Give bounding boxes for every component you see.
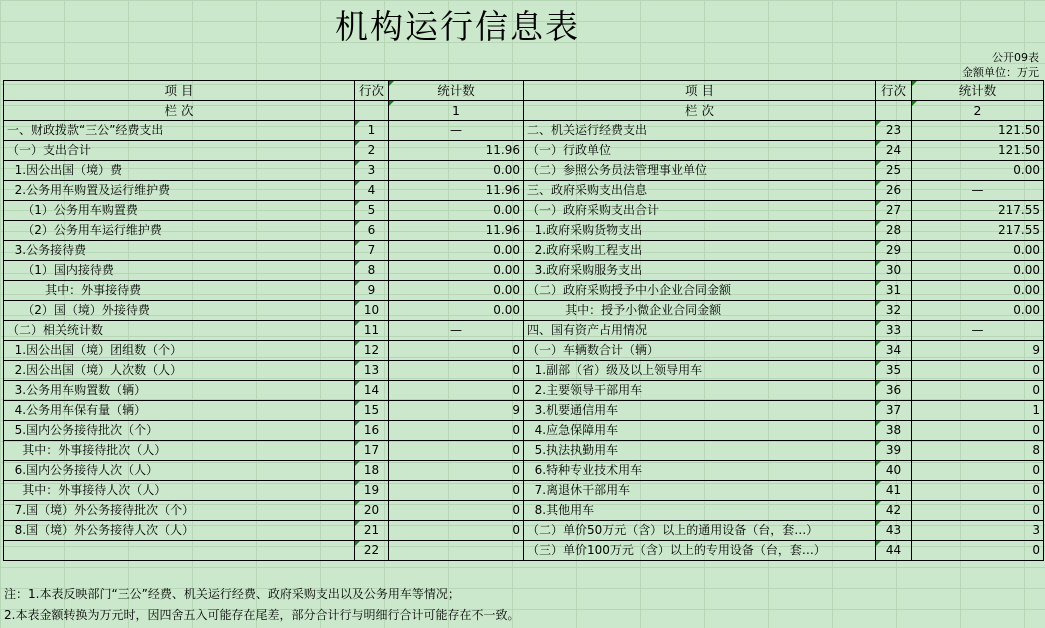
right-item-cell[interactable]: （二）单价50万元（含）以上的通用设备（台，套…） [524, 521, 876, 541]
right-value-cell[interactable]: — [912, 181, 1044, 201]
right-item-cell[interactable]: 7.离退休干部用车 [524, 481, 876, 501]
right-item-cell[interactable]: （一）行政单位 [524, 141, 876, 161]
left-row-number-cell[interactable]: 8 [355, 261, 389, 281]
lanci-left[interactable]: 栏 次 [4, 101, 355, 121]
header-row [4, 81, 1044, 101]
header-stat-right[interactable]: 统计数 [912, 81, 1044, 101]
right-value-cell[interactable]: 217.55 [912, 201, 1044, 221]
left-row-number-cell[interactable]: 9 [355, 281, 389, 301]
right-item-cell[interactable]: 1.副部（省）级及以上领导用车 [524, 361, 876, 381]
left-item-cell[interactable]: （1）国内接待费 [4, 261, 355, 281]
right-row-number-cell[interactable]: 28 [876, 221, 912, 241]
left-item-cell[interactable]: （1）公务用车购置费 [4, 201, 355, 221]
left-item-cell[interactable]: 其中：外事接待人次（人） [4, 481, 355, 501]
right-item-cell[interactable]: 6.特种专业技术用车 [524, 461, 876, 481]
header-item-left[interactable]: 项 目 [4, 81, 355, 101]
left-item-cell[interactable]: 7.国（境）外公务接待批次（个） [4, 501, 355, 521]
left-value-cell[interactable]: 0.00 [389, 281, 524, 301]
left-value-cell[interactable]: 0.00 [389, 261, 524, 281]
right-value-cell[interactable]: 217.55 [912, 221, 1044, 241]
right-row-number-cell[interactable]: 37 [876, 401, 912, 421]
right-value-cell[interactable]: 0 [912, 421, 1044, 441]
table-row [4, 221, 1044, 241]
table-row [4, 301, 1044, 321]
column-number-right[interactable]: 2 [912, 101, 1044, 121]
left-row-number-cell[interactable]: 19 [355, 481, 389, 501]
left-item-cell[interactable]: （2）公务用车运行维护费 [4, 221, 355, 241]
right-row-number-cell[interactable]: 23 [876, 121, 912, 141]
right-value-cell[interactable]: 3 [912, 521, 1044, 541]
right-row-number-cell[interactable]: 25 [876, 161, 912, 181]
table-row [4, 421, 1044, 441]
right-item-cell[interactable]: 二、机关运行经费支出 [524, 121, 876, 141]
right-value-cell[interactable]: 0.00 [912, 241, 1044, 261]
right-item-cell[interactable]: 5.执法执勤用车 [524, 441, 876, 461]
right-row-number-cell[interactable]: 42 [876, 501, 912, 521]
right-row-number-cell[interactable]: 40 [876, 461, 912, 481]
right-value-cell[interactable]: 0 [912, 501, 1044, 521]
left-item-cell[interactable]: 5.国内公务接待批次（个） [4, 421, 355, 441]
right-value-cell[interactable]: 0 [912, 381, 1044, 401]
left-value-cell[interactable]: 0.00 [389, 301, 524, 321]
left-row-number-cell[interactable]: 10 [355, 301, 389, 321]
right-row-number-cell[interactable]: 31 [876, 281, 912, 301]
left-row-number-cell[interactable]: 5 [355, 201, 389, 221]
left-value-cell[interactable]: 0 [389, 461, 524, 481]
left-value-cell[interactable]: 0.00 [389, 201, 524, 221]
right-row-number-cell[interactable]: 32 [876, 301, 912, 321]
right-value-cell[interactable]: 0.00 [912, 261, 1044, 281]
left-value-cell[interactable]: 0 [389, 421, 524, 441]
right-row-number-cell[interactable]: 34 [876, 341, 912, 361]
note-1: 注：1.本表反映部门“三公”经费、机关运行经费、政府采购支出以及公务用车等情况； [4, 587, 460, 601]
table-row [4, 381, 1044, 401]
right-row-number-cell[interactable]: 33 [876, 321, 912, 341]
table-row [4, 501, 1044, 521]
lanci-right[interactable]: 栏 次 [524, 101, 876, 121]
left-row-number-cell[interactable]: 3 [355, 161, 389, 181]
right-item-cell[interactable]: 四、国有资产占用情况 [524, 321, 876, 341]
left-row-number-cell[interactable]: 20 [355, 501, 389, 521]
right-item-cell[interactable]: 2.主要领导干部用车 [524, 381, 876, 401]
left-row-number-cell[interactable]: 16 [355, 421, 389, 441]
table-row [4, 161, 1044, 181]
left-row-number-cell[interactable]: 1 [355, 121, 389, 141]
left-value-cell[interactable]: 9 [389, 401, 524, 421]
table-row [4, 441, 1044, 461]
left-value-cell[interactable]: 0 [389, 501, 524, 521]
left-item-cell[interactable]: 3.公务用车购置数（辆） [4, 381, 355, 401]
left-item-cell[interactable]: 3.公务接待费 [4, 241, 355, 261]
left-item-cell[interactable]: （一）支出合计 [4, 141, 355, 161]
right-item-cell[interactable]: （一）车辆数合计（辆） [524, 341, 876, 361]
column-number-row [4, 101, 1044, 121]
right-value-cell[interactable]: 121.50 [912, 121, 1044, 141]
right-row-number-cell[interactable]: 39 [876, 441, 912, 461]
table-row [4, 141, 1044, 161]
left-item-cell[interactable]: 一、财政拨款“三公”经费支出 [4, 121, 355, 141]
right-value-cell[interactable]: — [912, 321, 1044, 341]
left-item-cell[interactable]: 其中：外事接待费 [4, 281, 355, 301]
left-item-cell[interactable]: 2.公务用车购置及运行维护费 [4, 181, 355, 201]
left-value-cell[interactable]: 11.96 [389, 181, 524, 201]
left-value-cell[interactable]: 0 [389, 441, 524, 461]
column-number-left[interactable]: 1 [389, 101, 524, 121]
table-row [4, 181, 1044, 201]
lanci-blank-right[interactable] [876, 101, 912, 121]
left-row-number-cell[interactable]: 12 [355, 341, 389, 361]
right-value-cell[interactable]: 1 [912, 401, 1044, 421]
right-value-cell[interactable]: 0 [912, 541, 1044, 561]
left-row-number-cell[interactable]: 14 [355, 381, 389, 401]
left-value-cell[interactable]: 0 [389, 341, 524, 361]
right-item-cell[interactable]: （二）参照公务员法管理事业单位 [524, 161, 876, 181]
right-item-cell[interactable]: 3.政府采购服务支出 [524, 261, 876, 281]
left-item-cell[interactable]: 6.国内公务接待人次（人） [4, 461, 355, 481]
left-item-cell[interactable]: 2.因公出国（境）人次数（人） [4, 361, 355, 381]
left-item-cell[interactable]: （二）相关统计数 [4, 321, 355, 341]
right-value-cell[interactable]: 0.00 [912, 161, 1044, 181]
right-row-number-cell[interactable]: 35 [876, 361, 912, 381]
left-value-cell[interactable]: — [389, 121, 524, 141]
right-item-cell[interactable]: 8.其他用车 [524, 501, 876, 521]
lanci-blank-left[interactable] [355, 101, 389, 121]
left-row-number-cell[interactable]: 11 [355, 321, 389, 341]
table-row [4, 121, 1044, 141]
left-value-cell[interactable]: — [389, 321, 524, 341]
table-row [4, 541, 1044, 561]
table-row [4, 461, 1044, 481]
table-row [4, 401, 1044, 421]
left-row-number-cell[interactable]: 22 [355, 541, 389, 561]
left-value-cell[interactable]: 11.96 [389, 141, 524, 161]
right-value-cell[interactable]: 0.00 [912, 281, 1044, 301]
right-row-number-cell[interactable]: 24 [876, 141, 912, 161]
right-row-number-cell[interactable]: 29 [876, 241, 912, 261]
right-item-cell[interactable]: 其中：授予小微企业合同金额 [524, 301, 876, 321]
table-row [4, 201, 1044, 221]
left-value-cell[interactable] [389, 541, 524, 561]
right-item-cell[interactable]: 2.政府采购工程支出 [524, 241, 876, 261]
left-item-cell[interactable]: 1.因公出国（境）团组数（个） [4, 341, 355, 361]
right-value-cell[interactable]: 0.00 [912, 301, 1044, 321]
header-rownum-right[interactable]: 行次 [876, 81, 912, 101]
table-row [4, 481, 1044, 501]
left-row-number-cell[interactable]: 7 [355, 241, 389, 261]
left-row-number-cell[interactable]: 17 [355, 441, 389, 461]
table-row [4, 521, 1044, 541]
left-row-number-cell[interactable]: 21 [355, 521, 389, 541]
table-row [4, 321, 1044, 341]
right-item-cell[interactable]: （三）单价100万元（含）以上的专用设备（台，套…） [524, 541, 876, 561]
left-item-cell[interactable]: 其中：外事接待批次（人） [4, 441, 355, 461]
right-row-number-cell[interactable]: 41 [876, 481, 912, 501]
right-value-cell[interactable]: 8 [912, 441, 1044, 461]
right-row-number-cell[interactable]: 27 [876, 201, 912, 221]
form-code: 公开09表 [992, 51, 1039, 64]
right-row-number-cell[interactable]: 44 [876, 541, 912, 561]
left-item-cell[interactable]: 4.公务用车保有量（辆） [4, 401, 355, 421]
left-item-cell[interactable]: （2）国（境）外接待费 [4, 301, 355, 321]
right-row-number-cell[interactable]: 26 [876, 181, 912, 201]
right-item-cell[interactable]: （二）政府采购授予中小企业合同金额 [524, 281, 876, 301]
left-row-number-cell[interactable]: 6 [355, 221, 389, 241]
left-value-cell[interactable]: 0 [389, 361, 524, 381]
left-value-cell[interactable]: 0 [389, 521, 524, 541]
right-item-cell[interactable]: 4.应急保障用车 [524, 421, 876, 441]
right-row-number-cell[interactable]: 36 [876, 381, 912, 401]
left-row-number-cell[interactable]: 15 [355, 401, 389, 421]
right-item-cell[interactable]: （一）政府采购支出合计 [524, 201, 876, 221]
right-value-cell[interactable]: 0 [912, 361, 1044, 381]
right-value-cell[interactable]: 0 [912, 461, 1044, 481]
right-value-cell[interactable]: 0 [912, 481, 1044, 501]
left-item-cell[interactable]: 8.国（境）外公务接待人次（人） [4, 521, 355, 541]
left-row-number-cell[interactable]: 2 [355, 141, 389, 161]
header-rownum-left[interactable]: 行次 [355, 81, 389, 101]
left-item-cell[interactable] [4, 541, 355, 561]
info-table [3, 80, 1044, 561]
left-row-number-cell[interactable]: 18 [355, 461, 389, 481]
left-item-cell[interactable]: 1.因公出国（境）费 [4, 161, 355, 181]
right-value-cell[interactable]: 121.50 [912, 141, 1044, 161]
left-row-number-cell[interactable]: 4 [355, 181, 389, 201]
page-title: 机构运行信息表 [335, 7, 580, 46]
left-row-number-cell[interactable]: 13 [355, 361, 389, 381]
table-row [4, 241, 1044, 261]
header-stat-left[interactable]: 统计数 [389, 81, 524, 101]
right-item-cell[interactable]: 1.政府采购货物支出 [524, 221, 876, 241]
table-row [4, 361, 1044, 381]
table-row [4, 281, 1044, 301]
right-item-cell[interactable]: 三、政府采购支出信息 [524, 181, 876, 201]
note-2: 2.本表金额转换为万元时，因四舍五入可能存在尾差，部分合计行与明细行合计可能存在不一致。 [4, 608, 520, 622]
right-row-number-cell[interactable]: 30 [876, 261, 912, 281]
left-value-cell[interactable]: 11.96 [389, 221, 524, 241]
right-row-number-cell[interactable]: 43 [876, 521, 912, 541]
right-value-cell[interactable]: 9 [912, 341, 1044, 361]
left-value-cell[interactable]: 0 [389, 381, 524, 401]
table-row [4, 341, 1044, 361]
header-item-right[interactable]: 项 目 [524, 81, 876, 101]
amount-unit: 金额单位：万元 [962, 66, 1039, 79]
left-value-cell[interactable]: 0 [389, 481, 524, 501]
left-value-cell[interactable]: 0.00 [389, 161, 524, 181]
right-item-cell[interactable]: 3.机要通信用车 [524, 401, 876, 421]
left-value-cell[interactable]: 0.00 [389, 241, 524, 261]
table-row [4, 261, 1044, 281]
right-row-number-cell[interactable]: 38 [876, 421, 912, 441]
